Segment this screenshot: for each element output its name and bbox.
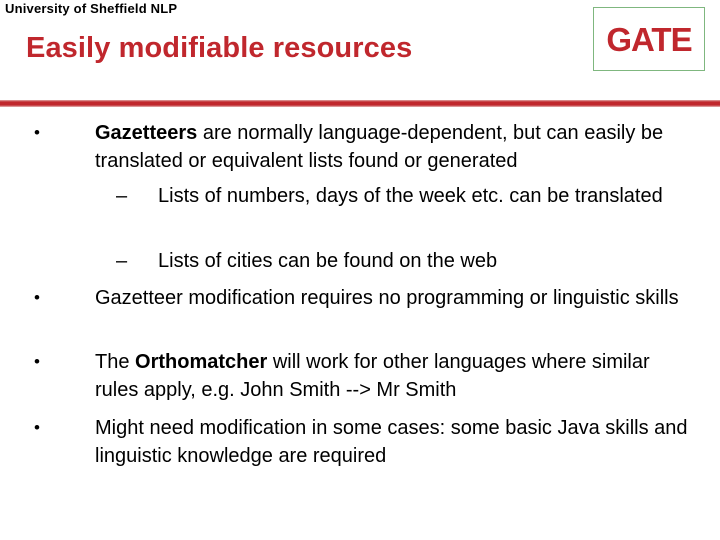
dash-icon: – xyxy=(116,185,128,207)
gate-logo xyxy=(593,7,705,71)
sub-list-item-text: Lists of cities can be found on the web xyxy=(158,250,498,272)
bullet-icon: • xyxy=(34,352,40,371)
list-item-body: will work for other languages where similar rules apply, e.g. John Smith --> Mr Smith xyxy=(95,351,650,401)
list-item-text: Gazetteer modification requires no programming or linguistic skills xyxy=(95,287,679,309)
bullet-icon: • xyxy=(34,288,40,307)
header-organization: University of Sheffield NLP xyxy=(5,1,178,16)
list-item-body: The xyxy=(95,351,136,373)
gate-logo-graphic xyxy=(594,8,704,70)
sub-list-item-text: Lists of numbers, days of the week etc. can be translated xyxy=(158,185,663,207)
bullet-icon: • xyxy=(34,123,40,142)
gate-logo-text: GATE xyxy=(606,21,692,58)
term-gazetteers: Gazetteers xyxy=(95,122,198,144)
slide-title: Easily modifiable resources xyxy=(26,32,413,64)
dash-icon: – xyxy=(116,250,128,272)
list-item-text xyxy=(95,348,695,404)
title-rule xyxy=(0,100,720,107)
bullet-icon: • xyxy=(34,418,40,437)
list-item-text: Might need modification in some cases: some basic Java skills and linguistic knowledge are required xyxy=(95,417,688,467)
term-orthomatcher: Orthomatcher xyxy=(135,351,268,373)
list-item-body: are normally language-dependent, but can easily be translated or equivalent lists found or generated xyxy=(95,122,664,172)
list-item-text xyxy=(95,119,695,175)
